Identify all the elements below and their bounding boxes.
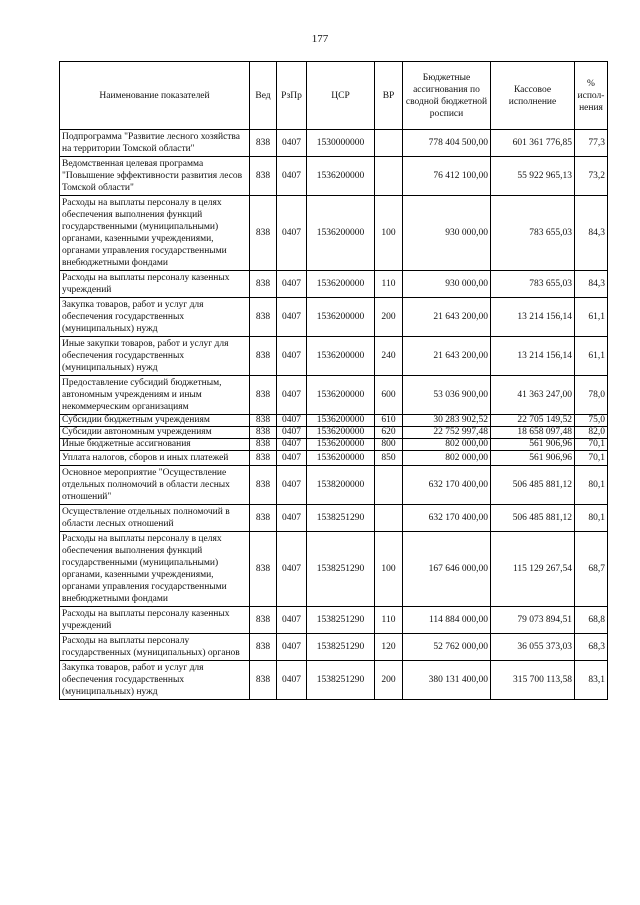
header-ved: Вед xyxy=(250,62,277,130)
table-row xyxy=(60,376,608,415)
table-row xyxy=(60,439,608,451)
row-cash: 55 922 965,13 xyxy=(491,157,575,196)
row-cash: 783 655,03 xyxy=(491,196,575,271)
row-percent: 84,3 xyxy=(575,196,608,271)
row-assignment: 802 000,00 xyxy=(403,451,491,466)
row-assignment: 778 404 500,00 xyxy=(403,130,491,157)
row-percent: 68,7 xyxy=(575,532,608,607)
header-vr: ВР xyxy=(375,62,403,130)
row-csr: 1536200000 xyxy=(307,271,375,298)
row-name: Ведомственная целевая программа "Повышение эффективности развития лесов Томской области" xyxy=(60,157,250,196)
row-cash: 13 214 156,14 xyxy=(491,337,575,376)
row-csr: 1536200000 xyxy=(307,439,375,451)
table-row xyxy=(60,130,608,157)
row-rzpr: 0407 xyxy=(277,415,307,427)
row-vr: 800 xyxy=(375,439,403,451)
row-vr: 200 xyxy=(375,298,403,337)
row-percent: 70,1 xyxy=(575,451,608,466)
table-row xyxy=(60,505,608,532)
row-vr: 610 xyxy=(375,415,403,427)
row-percent: 73,2 xyxy=(575,157,608,196)
header-cash-execution: Кассовое исполнение xyxy=(491,62,575,130)
row-ved: 838 xyxy=(250,337,277,376)
row-name: Субсидии бюджетным учреждениям xyxy=(60,415,250,427)
table-row xyxy=(60,196,608,271)
table-row xyxy=(60,157,608,196)
row-name: Предоставление субсидий бюджетным, автономным учреждениям и иным некоммерческим организациям xyxy=(60,376,250,415)
row-percent: 70,1 xyxy=(575,439,608,451)
budget-table xyxy=(59,61,608,700)
row-cash: 783 655,03 xyxy=(491,271,575,298)
row-vr: 240 xyxy=(375,337,403,376)
row-vr xyxy=(375,505,403,532)
table-row xyxy=(60,607,608,634)
row-name: Осуществление отдельных полномочий в области лесных отношений xyxy=(60,505,250,532)
row-assignment: 632 170 400,00 xyxy=(403,466,491,505)
table-row xyxy=(60,427,608,439)
row-assignment: 380 131 400,00 xyxy=(403,661,491,700)
row-rzpr: 0407 xyxy=(277,196,307,271)
row-ved: 838 xyxy=(250,427,277,439)
row-csr: 1538251290 xyxy=(307,532,375,607)
row-cash: 79 073 894,51 xyxy=(491,607,575,634)
row-ved: 838 xyxy=(250,607,277,634)
row-rzpr: 0407 xyxy=(277,427,307,439)
row-name: Основное мероприятие "Осуществление отдельных полномочий в области лесных отношений" xyxy=(60,466,250,505)
row-rzpr: 0407 xyxy=(277,298,307,337)
row-ved: 838 xyxy=(250,376,277,415)
row-name: Закупка товаров, работ и услуг для обеспечения государственных (муниципальных) нужд xyxy=(60,298,250,337)
row-rzpr: 0407 xyxy=(277,130,307,157)
row-vr: 110 xyxy=(375,607,403,634)
row-csr: 1536200000 xyxy=(307,337,375,376)
row-csr: 1536200000 xyxy=(307,427,375,439)
row-name: Расходы на выплаты персоналу государственных (муниципальных) органов xyxy=(60,634,250,661)
row-csr: 1536200000 xyxy=(307,451,375,466)
row-rzpr: 0407 xyxy=(277,607,307,634)
row-ved: 838 xyxy=(250,415,277,427)
row-percent: 77,3 xyxy=(575,130,608,157)
row-percent: 61,1 xyxy=(575,298,608,337)
row-assignment: 21 643 200,00 xyxy=(403,298,491,337)
row-rzpr: 0407 xyxy=(277,532,307,607)
row-name: Расходы на выплаты персоналу казенных учреждений xyxy=(60,607,250,634)
row-name: Закупка товаров, работ и услуг для обеспечения государственных (муниципальных) нужд xyxy=(60,661,250,700)
row-cash: 18 658 097,48 xyxy=(491,427,575,439)
row-vr: 100 xyxy=(375,196,403,271)
row-ved: 838 xyxy=(250,130,277,157)
row-ved: 838 xyxy=(250,505,277,532)
row-ved: 838 xyxy=(250,298,277,337)
row-percent: 83,1 xyxy=(575,661,608,700)
row-assignment: 930 000,00 xyxy=(403,271,491,298)
header-csr: ЦСР xyxy=(307,62,375,130)
row-ved: 838 xyxy=(250,634,277,661)
row-name: Подпрограмма "Развитие лесного хозяйства на территории Томской области" xyxy=(60,130,250,157)
row-percent: 61,1 xyxy=(575,337,608,376)
row-vr: 600 xyxy=(375,376,403,415)
row-vr xyxy=(375,466,403,505)
row-rzpr: 0407 xyxy=(277,157,307,196)
row-cash: 601 361 776,85 xyxy=(491,130,575,157)
row-cash: 36 055 373,03 xyxy=(491,634,575,661)
header-percent: % испол-нения xyxy=(575,62,608,130)
table-row xyxy=(60,415,608,427)
row-cash: 41 363 247,00 xyxy=(491,376,575,415)
row-csr: 1538200000 xyxy=(307,466,375,505)
row-vr: 110 xyxy=(375,271,403,298)
row-name: Расходы на выплаты персоналу в целях обеспечения выполнения функций государственными (муниципальными) органами, казенными учреждениями, органами управления государственными внебюджетными фондами xyxy=(60,196,250,271)
row-cash: 115 129 267,54 xyxy=(491,532,575,607)
row-csr: 1538251290 xyxy=(307,505,375,532)
row-assignment: 22 752 997,48 xyxy=(403,427,491,439)
row-name: Уплата налогов, сборов и иных платежей xyxy=(60,451,250,466)
row-percent: 75,0 xyxy=(575,415,608,427)
table-row xyxy=(60,451,608,466)
row-vr: 200 xyxy=(375,661,403,700)
row-assignment: 52 762 000,00 xyxy=(403,634,491,661)
row-vr: 850 xyxy=(375,451,403,466)
table-row xyxy=(60,271,608,298)
row-assignment: 53 036 900,00 xyxy=(403,376,491,415)
row-rzpr: 0407 xyxy=(277,661,307,700)
table-row xyxy=(60,532,608,607)
row-assignment: 21 643 200,00 xyxy=(403,337,491,376)
row-assignment: 167 646 000,00 xyxy=(403,532,491,607)
row-assignment: 76 412 100,00 xyxy=(403,157,491,196)
row-rzpr: 0407 xyxy=(277,451,307,466)
row-rzpr: 0407 xyxy=(277,376,307,415)
row-csr: 1530000000 xyxy=(307,130,375,157)
row-rzpr: 0407 xyxy=(277,439,307,451)
row-csr: 1536200000 xyxy=(307,376,375,415)
row-name: Субсидии автономным учреждениям xyxy=(60,427,250,439)
row-cash: 561 906,96 xyxy=(491,439,575,451)
row-cash: 506 485 881,12 xyxy=(491,505,575,532)
row-csr: 1536200000 xyxy=(307,157,375,196)
row-rzpr: 0407 xyxy=(277,271,307,298)
header-rzpr: РзПр xyxy=(277,62,307,130)
page-number: 177 xyxy=(311,33,329,45)
row-csr: 1538251290 xyxy=(307,607,375,634)
row-ved: 838 xyxy=(250,466,277,505)
table-row xyxy=(60,661,608,700)
row-cash: 561 906,96 xyxy=(491,451,575,466)
row-vr: 100 xyxy=(375,532,403,607)
row-vr xyxy=(375,157,403,196)
row-cash: 506 485 881,12 xyxy=(491,466,575,505)
row-vr xyxy=(375,130,403,157)
row-ved: 838 xyxy=(250,157,277,196)
row-name: Иные закупки товаров, работ и услуг для обеспечения государственных (муниципальных) нужд xyxy=(60,337,250,376)
row-rzpr: 0407 xyxy=(277,337,307,376)
row-percent: 80,1 xyxy=(575,466,608,505)
row-rzpr: 0407 xyxy=(277,466,307,505)
row-assignment: 802 000,00 xyxy=(403,439,491,451)
table-row xyxy=(60,466,608,505)
row-vr: 620 xyxy=(375,427,403,439)
row-ved: 838 xyxy=(250,532,277,607)
row-csr: 1536200000 xyxy=(307,415,375,427)
table-row xyxy=(60,634,608,661)
row-ved: 838 xyxy=(250,661,277,700)
row-assignment: 930 000,00 xyxy=(403,196,491,271)
row-cash: 13 214 156,14 xyxy=(491,298,575,337)
row-percent: 68,3 xyxy=(575,634,608,661)
row-name: Расходы на выплаты персоналу казенных учреждений xyxy=(60,271,250,298)
row-ved: 838 xyxy=(250,439,277,451)
row-name: Расходы на выплаты персоналу в целях обеспечения выполнения функций государственными (муниципальными) органами, казенными учреждениями, органами управления государственными внебюджетными фондами xyxy=(60,532,250,607)
row-rzpr: 0407 xyxy=(277,634,307,661)
table-body xyxy=(60,130,608,700)
row-csr: 1536200000 xyxy=(307,298,375,337)
row-percent: 84,3 xyxy=(575,271,608,298)
row-csr: 1536200000 xyxy=(307,196,375,271)
row-percent: 82,0 xyxy=(575,427,608,439)
row-name: Иные бюджетные ассигнования xyxy=(60,439,250,451)
row-cash: 22 705 149,52 xyxy=(491,415,575,427)
row-percent: 68,8 xyxy=(575,607,608,634)
table-row xyxy=(60,298,608,337)
row-percent: 80,1 xyxy=(575,505,608,532)
row-csr: 1538251290 xyxy=(307,634,375,661)
table-row xyxy=(60,337,608,376)
row-vr: 120 xyxy=(375,634,403,661)
row-assignment: 114 884 000,00 xyxy=(403,607,491,634)
table-header-row xyxy=(60,62,608,130)
header-name: Наименование показателей xyxy=(60,62,250,130)
header-assignments: Бюджетные ассигнования по сводной бюджетной росписи xyxy=(403,62,491,130)
row-csr: 1538251290 xyxy=(307,661,375,700)
row-ved: 838 xyxy=(250,451,277,466)
row-percent: 78,0 xyxy=(575,376,608,415)
row-assignment: 632 170 400,00 xyxy=(403,505,491,532)
row-assignment: 30 283 902,52 xyxy=(403,415,491,427)
row-ved: 838 xyxy=(250,271,277,298)
row-ved: 838 xyxy=(250,196,277,271)
row-cash: 315 700 113,58 xyxy=(491,661,575,700)
row-rzpr: 0407 xyxy=(277,505,307,532)
